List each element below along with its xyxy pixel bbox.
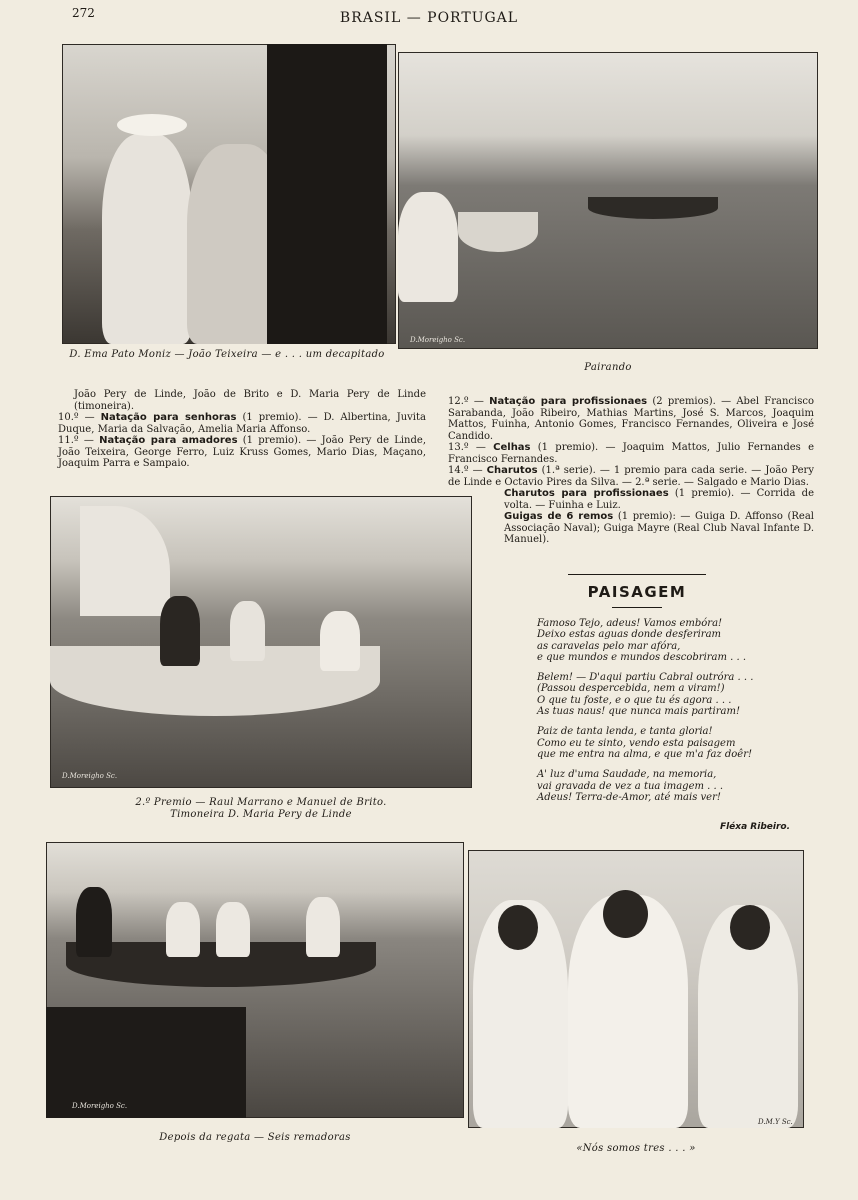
result-number: 11.º —	[58, 435, 94, 446]
photo-pairando	[398, 52, 818, 349]
result-title: Guigas de 6 remos	[504, 511, 614, 522]
poem-stanza-1	[537, 618, 797, 663]
poem-stanza-4	[537, 769, 797, 803]
photo-six-rowers	[46, 842, 464, 1118]
poem-line: Como eu te sinto, vendo esta paisagem	[537, 737, 736, 749]
result-number: 14.º —	[448, 465, 483, 476]
poem-line: Famoso Tejo, adeus! Vamos embóra!	[537, 618, 723, 629]
poem-line: que me entra na alma, e que m'a faz doêr!	[537, 748, 753, 760]
result-item-14	[448, 465, 814, 488]
result-item-9-continued: João Pery de Linde, João de Brito e D. Maria Pery de Linde (timoneira).	[74, 389, 426, 412]
poem-line: Belem! — D'aqui partiu Cabral outróra . . .	[537, 672, 754, 684]
poem-stanza-2	[537, 672, 797, 717]
poem-line: A' luz d'uma Saudade, na memoria,	[537, 769, 717, 781]
poem-line: As tuas naus! que nunca mais partiram!	[537, 706, 740, 718]
photo-second-prize	[50, 496, 472, 788]
poem-line: Adeus! Terra-de-Amor, até mais ver!	[537, 791, 721, 803]
poem-line: Paiz de tanta lenda, e tanta gloria!	[537, 726, 713, 738]
poem-body	[537, 618, 797, 812]
results-left-column	[58, 389, 426, 470]
photo-couple-caption: D. Ema Pato Moniz — João Teixeira — e . . . um decapitado	[69, 349, 385, 360]
result-text: (2 premios). — Abel Francisco Sarabanda, João Ribeiro, Mathias Martins, José S. Marcos, Joaquim Mattos, Fuinha, Antonio Gomes, Francisco Fernandes, Oliveira e José Candido.	[448, 396, 814, 442]
result-title: Natação para profissionaes	[489, 396, 648, 407]
result-number: 10.º —	[58, 412, 95, 423]
photo-pairando-caption: Pairando	[584, 362, 632, 373]
result-charutos-profissionaes	[448, 488, 814, 511]
page-title: BRASIL — PORTUGAL	[339, 10, 519, 26]
result-title: Charutos	[486, 465, 538, 476]
photo-three-women-signature: D.M.Y Sc.	[758, 1118, 793, 1126]
poem-line: vai gravada de vez a tua imagem . . .	[537, 780, 724, 792]
poem-title-rule	[612, 607, 662, 608]
photo-second-prize-caption-line1: 2.º Premio — Raul Marrano e Manuel de Brito.	[135, 797, 387, 808]
result-item-13	[448, 442, 814, 465]
result-text: (1 premio). — Corrida de volta. — Fuinha e Luiz.	[504, 488, 814, 511]
poem-line: O que tu foste, e o que tu és agora . . .	[537, 694, 732, 706]
result-text: (1 premio). — D. Albertina, Juvita Duque, Maria da Salvação, Amelia Maria Affonso.	[58, 412, 426, 435]
photo-three-women	[468, 850, 804, 1128]
result-title: Charutos para profissionaes	[504, 488, 669, 499]
poem-line: Deixo estas aguas donde desferiram	[537, 629, 722, 641]
poem-line: (Passou despercebida, nem a viram!)	[537, 683, 725, 695]
result-number: 13.º —	[448, 442, 486, 453]
photo-couple	[62, 44, 396, 344]
result-text: (1 premio). — João Pery de Linde, João Teixeira, George Ferro, Luiz Kruss Gomes, Mario Dias, Maçano, Joaquim Parra e Sampaio.	[58, 435, 426, 469]
photo-second-prize-signature: D.Moreigho Sc.	[62, 772, 118, 780]
photo-six-rowers-signature: D.Moreigho Sc.	[72, 1102, 128, 1110]
poem-author: Fléxa Ribeiro.	[719, 822, 790, 832]
result-item-12	[448, 396, 814, 442]
poem-line: as caravelas pelo mar afóra,	[537, 640, 681, 652]
poem-top-rule	[568, 574, 706, 575]
photo-three-women-caption: «Nós somos tres . . . »	[576, 1143, 696, 1154]
result-number: 12.º —	[448, 396, 484, 407]
result-text: (1 premio). — Joaquim Mattos, Julio Fernandes e Francisco Fernandes.	[448, 442, 814, 465]
result-title: Natação para amadores	[99, 435, 238, 446]
result-text: (1.ª serie). — 1 premio para cada serie. — João Pery de Linde e Octavio Pires da Silva. — 2.ª serie. — Salgado e Mario Dias.	[448, 465, 814, 488]
result-item-10	[58, 412, 426, 435]
result-text: (1 premio): — Guiga D. Affonso (Real Associação Naval); Guiga Mayre (Real Club Naval Infante D. Manuel).	[504, 511, 814, 545]
result-item-11	[58, 435, 426, 470]
poem-title: PAISAGEM	[587, 583, 687, 601]
photo-pairando-signature: D.Moreigho Sc.	[410, 336, 466, 344]
result-title: Celhas	[493, 442, 531, 453]
poem-stanza-3	[537, 726, 797, 760]
result-title: Natação para senhoras	[100, 412, 237, 423]
photo-six-rowers-caption: Depois da regata — Seis remadoras	[159, 1132, 351, 1143]
page-number: 272	[72, 6, 95, 20]
results-right-column	[448, 396, 814, 546]
poem-line: e que mundos e mundos descobriram . . .	[537, 651, 747, 663]
photo-second-prize-caption-line2: Timoneira D. Maria Pery de Linde	[170, 809, 352, 820]
result-guigas	[448, 511, 814, 546]
